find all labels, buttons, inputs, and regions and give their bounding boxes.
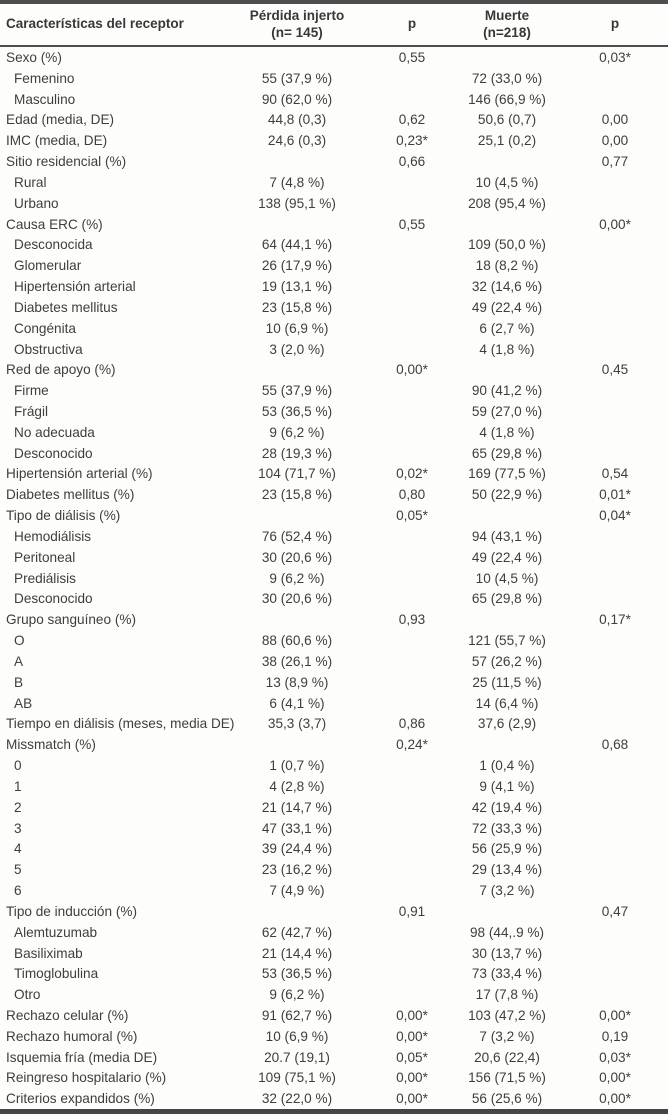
p-value-death: 0,77 bbox=[601, 154, 629, 170]
table-row bbox=[0, 109, 668, 130]
death-value: 90 (41,2 %) bbox=[471, 383, 543, 399]
table-row bbox=[0, 1026, 668, 1047]
row-label: Grupo sanguíneo (%) bbox=[6, 612, 136, 628]
table-row bbox=[0, 505, 668, 526]
row-label: Hipertensión arterial (%) bbox=[6, 466, 153, 482]
death-value: 37,6 (2,9) bbox=[477, 716, 537, 732]
graft-loss-value: 138 (95,1 %) bbox=[258, 195, 336, 211]
table-row bbox=[0, 339, 668, 360]
death-value: 49 (22,4 %) bbox=[471, 549, 543, 565]
table-row bbox=[0, 859, 668, 880]
table-row bbox=[0, 1047, 668, 1068]
table-body bbox=[0, 47, 668, 1109]
p-value-graft: 0,66 bbox=[398, 154, 426, 170]
row-label: AB bbox=[14, 695, 33, 711]
row-label: 2 bbox=[14, 799, 22, 815]
p-value-graft: 0,80 bbox=[398, 487, 426, 503]
graft-loss-value: 24,6 (0,3) bbox=[267, 133, 327, 149]
death-value: 14 (6,4 %) bbox=[475, 695, 539, 711]
p-value-graft: 0,02* bbox=[396, 466, 428, 482]
p-value-graft: 0,00* bbox=[396, 1008, 428, 1023]
graft-loss-value: 64 (44,1 %) bbox=[261, 237, 333, 253]
header-p-death bbox=[562, 16, 668, 32]
header-death-n: (n=218) bbox=[483, 24, 531, 40]
graft-loss-value: 7 (4,8 %) bbox=[269, 174, 325, 190]
p-value-graft: 0,24* bbox=[396, 737, 428, 753]
graft-loss-value: 38 (26,1 %) bbox=[261, 653, 333, 669]
graft-loss-value: 23 (16,2 %) bbox=[261, 862, 333, 878]
graft-loss-value: 10 (6,9 %) bbox=[265, 320, 329, 336]
table-row bbox=[0, 630, 668, 651]
table-row bbox=[0, 568, 668, 589]
death-value: 25 (11,5 %) bbox=[472, 674, 542, 690]
table-row bbox=[0, 818, 668, 839]
row-label: Rechazo celular (%) bbox=[6, 1008, 129, 1023]
table-row bbox=[0, 297, 668, 318]
row-label: Sexo (%) bbox=[6, 49, 62, 65]
row-label: Masculino bbox=[14, 91, 76, 107]
p-value-death: 0,00 bbox=[601, 112, 629, 128]
death-value: 103 (47,2 %) bbox=[468, 1008, 546, 1023]
graft-loss-value: 47 (33,1 %) bbox=[261, 820, 333, 836]
table-row bbox=[0, 68, 668, 89]
row-label: Diabetes mellitus bbox=[14, 299, 118, 315]
row-label: Edad (media, DE) bbox=[6, 112, 115, 128]
row-label: Tipo de diálisis (%) bbox=[6, 508, 121, 524]
table-row bbox=[0, 1068, 668, 1089]
death-value: 10 (4,5 %) bbox=[475, 570, 539, 586]
row-label: Congénita bbox=[14, 320, 76, 336]
table-row bbox=[0, 276, 668, 297]
death-value: 18 (8,2 %) bbox=[475, 258, 539, 274]
death-value: 17 (7,8 %) bbox=[475, 987, 539, 1003]
p-value-death: 0,00* bbox=[599, 216, 631, 232]
p-value-death: 0,00* bbox=[599, 1091, 631, 1107]
graft-loss-value: 4 (2,8 %) bbox=[269, 778, 325, 794]
row-label: Urbano bbox=[14, 195, 59, 211]
row-label: Glomerular bbox=[14, 258, 82, 274]
p-value-graft: 0,93 bbox=[398, 612, 426, 628]
table-row bbox=[0, 401, 668, 422]
graft-loss-value: 6 (4,1 %) bbox=[269, 695, 325, 711]
death-value: 42 (19,4 %) bbox=[471, 799, 543, 815]
table-row bbox=[0, 963, 668, 984]
p-value-graft: 0,55 bbox=[398, 49, 426, 65]
p-value-graft: 0,00* bbox=[396, 1091, 428, 1107]
p-value-death: 0,00 bbox=[601, 133, 629, 149]
graft-loss-value: 62 (42,7 %) bbox=[261, 924, 333, 940]
table-row bbox=[0, 651, 668, 672]
graft-loss-value: 32 (22,0 %) bbox=[261, 1091, 333, 1107]
graft-loss-value: 23 (15,8 %) bbox=[261, 487, 333, 503]
header-graft-loss bbox=[222, 8, 372, 40]
graft-loss-value: 53 (36,5 %) bbox=[261, 966, 333, 982]
death-value: 49 (22,4 %) bbox=[471, 299, 543, 315]
table-row bbox=[0, 234, 668, 255]
row-label: Hipertensión arterial bbox=[14, 279, 136, 295]
row-label: IMC (media, DE) bbox=[6, 133, 108, 149]
p-value-graft: 0,86 bbox=[398, 716, 426, 732]
table-row bbox=[0, 380, 668, 401]
death-value: 156 (71,5 %) bbox=[468, 1070, 546, 1086]
death-value: 4 (1,8 %) bbox=[479, 424, 535, 440]
row-label: O bbox=[14, 633, 25, 649]
row-label: Diabetes mellitus (%) bbox=[6, 487, 135, 503]
row-label: Otro bbox=[14, 987, 41, 1003]
table-bottom-rule bbox=[0, 1109, 668, 1114]
row-label: 3 bbox=[14, 820, 22, 836]
graft-loss-value: 109 (75,1 %) bbox=[258, 1070, 336, 1086]
graft-loss-value: 21 (14,4 %) bbox=[261, 945, 333, 961]
death-value: 94 (43,1 %) bbox=[471, 528, 543, 544]
table-row bbox=[0, 943, 668, 964]
header-p-graft-label: p bbox=[407, 16, 417, 32]
graft-loss-value: 30 (20,6 %) bbox=[261, 591, 333, 607]
graft-loss-value: 3 (2,0 %) bbox=[269, 341, 325, 357]
table-row bbox=[0, 672, 668, 693]
death-value: 50,6 (0,7) bbox=[477, 112, 537, 128]
p-value-death: 0,19 bbox=[601, 1028, 629, 1044]
p-value-graft: 0,23* bbox=[396, 133, 428, 149]
row-label: Rechazo humoral (%) bbox=[6, 1028, 138, 1044]
table-row bbox=[0, 526, 668, 547]
row-label: Peritoneal bbox=[14, 549, 76, 565]
row-label: Red de apoyo (%) bbox=[6, 362, 116, 378]
death-value: 56 (25,6 %) bbox=[471, 1091, 543, 1107]
p-value-death: 0,03* bbox=[599, 1049, 631, 1065]
graft-loss-value: 20.7 (19,1) bbox=[264, 1049, 330, 1065]
row-label: Femenino bbox=[14, 70, 75, 86]
graft-loss-value: 23 (15,8 %) bbox=[261, 299, 333, 315]
row-label: 0 bbox=[14, 758, 22, 774]
row-label: Alemtuzumab bbox=[14, 924, 98, 940]
row-label: Firme bbox=[14, 383, 49, 399]
row-label: Obstructiva bbox=[14, 341, 83, 357]
p-value-death: 0,68 bbox=[601, 737, 629, 753]
row-label: Reingreso hospitalario (%) bbox=[6, 1070, 167, 1086]
table-row bbox=[0, 318, 668, 339]
row-label: Isquemia fría (media DE) bbox=[6, 1049, 158, 1065]
p-value-death: 0,00* bbox=[599, 1070, 631, 1086]
graft-loss-value: 55 (37,9 %) bbox=[261, 70, 333, 86]
graft-loss-value: 10 (6,9 %) bbox=[265, 1028, 329, 1044]
graft-loss-value: 76 (52,4 %) bbox=[261, 528, 333, 544]
p-value-death: 0,00* bbox=[599, 1008, 631, 1023]
graft-loss-value: 88 (60,6 %) bbox=[261, 633, 333, 649]
graft-loss-value: 44,8 (0,3) bbox=[267, 112, 327, 128]
row-label: Desconocido bbox=[14, 591, 93, 607]
table-row bbox=[0, 880, 668, 901]
table-row bbox=[0, 484, 668, 505]
p-value-graft: 0,91 bbox=[398, 903, 426, 919]
death-value: 65 (29,8 %) bbox=[471, 445, 543, 461]
table-row bbox=[0, 422, 668, 443]
row-label: Tiempo en diálisis (meses, media DE) bbox=[6, 716, 235, 732]
p-value-death: 0,54 bbox=[601, 466, 629, 482]
death-value: 10 (4,5 %) bbox=[475, 174, 539, 190]
death-value: 109 (50,0 %) bbox=[468, 237, 546, 253]
row-label: No adecuada bbox=[14, 424, 95, 440]
p-value-graft: 0,05* bbox=[396, 1049, 428, 1065]
p-value-death: 0,47 bbox=[601, 903, 629, 919]
table-row bbox=[0, 901, 668, 922]
p-value-graft: 0,05* bbox=[396, 508, 428, 524]
table-row bbox=[0, 172, 668, 193]
table-row bbox=[0, 443, 668, 464]
death-value: 1 (0,4 %) bbox=[479, 758, 535, 774]
table-row bbox=[0, 130, 668, 151]
graft-loss-value: 9 (6,2 %) bbox=[269, 987, 325, 1003]
death-value: 72 (33,3 %) bbox=[471, 820, 543, 836]
table-row bbox=[0, 609, 668, 630]
table-row bbox=[0, 255, 668, 276]
death-value: 208 (95,4 %) bbox=[468, 195, 546, 211]
table-row bbox=[0, 47, 668, 68]
header-death bbox=[452, 8, 562, 40]
table-row bbox=[0, 193, 668, 214]
table-row bbox=[0, 589, 668, 610]
death-value: 121 (55,7 %) bbox=[468, 633, 546, 649]
row-label: Basiliximab bbox=[14, 945, 83, 961]
table-row bbox=[0, 984, 668, 1005]
table-row bbox=[0, 1088, 668, 1109]
row-label: Causa ERC (%) bbox=[6, 216, 103, 232]
graft-loss-value: 9 (6,2 %) bbox=[269, 570, 325, 586]
death-value: 29 (13,4 %) bbox=[471, 862, 543, 878]
header-p-graft bbox=[372, 16, 452, 32]
death-value: 73 (33,4 %) bbox=[471, 966, 543, 982]
table-row bbox=[0, 755, 668, 776]
death-value: 59 (27,0 %) bbox=[471, 403, 543, 419]
p-value-graft: 0,62 bbox=[398, 112, 426, 128]
table-header-row bbox=[0, 4, 668, 45]
header-characteristics bbox=[0, 16, 222, 32]
graft-loss-value: 91 (62,7 %) bbox=[261, 1008, 333, 1023]
table-row bbox=[0, 89, 668, 110]
row-label: Frágil bbox=[14, 403, 48, 419]
row-label: Desconocido bbox=[14, 445, 93, 461]
row-label: Desconocida bbox=[14, 237, 93, 253]
p-value-death: 0,45 bbox=[601, 362, 629, 378]
graft-loss-value: 30 (20,6 %) bbox=[261, 549, 333, 565]
row-label: Tipo de inducción (%) bbox=[6, 903, 137, 919]
death-value: 169 (77,5 %) bbox=[468, 466, 546, 482]
death-value: 9 (4,1 %) bbox=[479, 778, 535, 794]
p-value-death: 0,17* bbox=[599, 612, 631, 628]
table-row bbox=[0, 776, 668, 797]
table-row bbox=[0, 714, 668, 735]
death-value: 57 (26,2 %) bbox=[471, 653, 543, 669]
row-label: 6 bbox=[14, 883, 22, 899]
death-value: 25,1 (0,2) bbox=[477, 133, 537, 149]
header-p-death-label: p bbox=[610, 16, 620, 32]
row-label: Sitio residencial (%) bbox=[6, 154, 127, 170]
death-value: 7 (3,2 %) bbox=[479, 883, 535, 899]
header-death-label: Muerte bbox=[484, 8, 530, 24]
graft-loss-value: 39 (24,4 %) bbox=[261, 841, 333, 857]
graft-loss-value: 26 (17,9 %) bbox=[261, 258, 333, 274]
row-label: Criterios expandidos (%) bbox=[6, 1091, 155, 1107]
table-row bbox=[0, 359, 668, 380]
row-label: Prediálisis bbox=[14, 570, 76, 586]
table-row bbox=[0, 151, 668, 172]
row-label: Timoglobulina bbox=[14, 966, 99, 982]
graft-loss-value: 53 (36,5 %) bbox=[261, 403, 333, 419]
p-value-death: 0,04* bbox=[599, 508, 631, 524]
row-label: A bbox=[14, 653, 24, 669]
row-label: Rural bbox=[14, 174, 47, 190]
table-row bbox=[0, 922, 668, 943]
death-value: 7 (3,2 %) bbox=[479, 1028, 535, 1044]
row-label: Hemodiálisis bbox=[14, 528, 92, 544]
graft-loss-value: 55 (37,9 %) bbox=[261, 383, 333, 399]
row-label: 5 bbox=[14, 862, 22, 878]
death-value: 65 (29,8 %) bbox=[471, 591, 543, 607]
graft-loss-value: 7 (4,9 %) bbox=[269, 883, 325, 899]
graft-loss-value: 1 (0,7 %) bbox=[269, 758, 325, 774]
header-characteristics-label: Características del receptor bbox=[6, 16, 184, 32]
death-value: 30 (13,7 %) bbox=[471, 945, 543, 961]
p-value-death: 0,01* bbox=[599, 487, 631, 503]
death-value: 98 (44,.9 %) bbox=[469, 924, 545, 940]
death-value: 56 (25,9 %) bbox=[471, 841, 543, 857]
graft-loss-value: 9 (6,2 %) bbox=[269, 424, 325, 440]
graft-loss-value: 28 (19,3 %) bbox=[261, 445, 333, 461]
graft-loss-value: 13 (8,9 %) bbox=[265, 674, 329, 690]
p-value-graft: 0,00* bbox=[396, 1070, 428, 1086]
row-label: 1 bbox=[14, 778, 22, 794]
death-value: 6 (2,7 %) bbox=[479, 320, 535, 336]
graft-loss-value: 35,3 (3,7) bbox=[267, 716, 327, 732]
death-value: 32 (14,6 %) bbox=[471, 279, 543, 295]
graft-loss-value: 19 (13,1 %) bbox=[261, 279, 333, 295]
p-value-graft: 0,55 bbox=[398, 216, 426, 232]
table-row bbox=[0, 693, 668, 714]
p-value-graft: 0,00* bbox=[396, 362, 428, 378]
p-value-graft: 0,00* bbox=[396, 1028, 428, 1044]
death-value: 4 (1,8 %) bbox=[479, 341, 535, 357]
graft-loss-value: 21 (14,7 %) bbox=[261, 799, 333, 815]
table-row bbox=[0, 464, 668, 485]
table-row bbox=[0, 1005, 668, 1026]
table-row bbox=[0, 214, 668, 235]
table-row bbox=[0, 797, 668, 818]
row-label: Missmatch (%) bbox=[6, 737, 96, 753]
death-value: 20,6 (22,4) bbox=[474, 1049, 540, 1065]
graft-loss-value: 104 (71,7 %) bbox=[258, 466, 336, 482]
death-value: 50 (22,9 %) bbox=[471, 487, 543, 503]
table-row bbox=[0, 734, 668, 755]
graft-loss-value: 90 (62,0 %) bbox=[261, 91, 333, 107]
death-value: 72 (33,0 %) bbox=[471, 70, 543, 86]
death-value: 146 (66,9 %) bbox=[468, 91, 546, 107]
p-value-death: 0,03* bbox=[599, 49, 631, 65]
header-graft-loss-n: (n= 145) bbox=[271, 24, 323, 40]
row-label: 4 bbox=[14, 841, 22, 857]
header-graft-loss-label: Pérdida injerto bbox=[249, 8, 345, 24]
table-row bbox=[0, 547, 668, 568]
table-row bbox=[0, 838, 668, 859]
row-label: B bbox=[14, 674, 24, 690]
